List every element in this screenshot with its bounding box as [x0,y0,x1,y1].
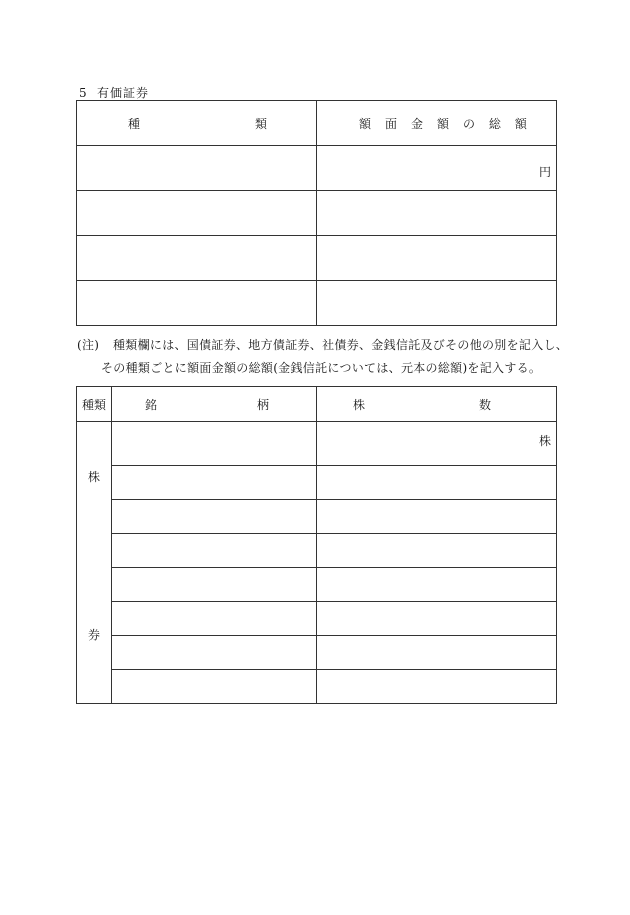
note-label: (注) [77,338,100,352]
count-cell[interactable] [317,422,557,466]
unit-yen: 円 [538,165,551,179]
brand-cell[interactable] [112,568,317,602]
header-char: 総 [488,116,501,131]
kind-cell[interactable] [77,146,317,191]
table-row [77,500,557,534]
header-kind [77,101,317,146]
unit-shares: 株 [538,434,551,448]
count-cell[interactable] [317,636,557,670]
count-cell[interactable] [317,602,557,636]
header-char: 種 [128,116,141,131]
header-count [317,387,557,422]
note-line-2 [101,359,541,376]
header-char: 類 [254,116,267,131]
kind-cell[interactable] [77,236,317,281]
count-cell[interactable] [317,500,557,534]
table-row [77,568,557,602]
section-number: 5 [79,86,88,100]
table-row [77,422,557,466]
kind-cell[interactable] [77,281,317,326]
note-text-1: 種類欄には、国債証券、地方債証券、社債券、金銭信託及びその他の別を記入し、 [113,338,569,352]
table-header-row [77,101,557,146]
brand-cell[interactable] [112,534,317,568]
section-heading [79,84,149,101]
kind-char-ken: 券 [87,628,100,642]
header-brand [112,387,317,422]
note-line-1 [77,336,568,353]
header-char: 額 [436,116,449,131]
header-type: 種類 [77,387,112,422]
table-row [77,636,557,670]
amount-cell[interactable] [317,191,557,236]
header-char: 額 [514,116,527,131]
note-text-2: その種類ごとに額面金額の総額(金銭信託については、元本の総額)を記入する。 [101,361,542,375]
brand-cell[interactable] [112,602,317,636]
header-char: 株 [353,397,366,412]
brand-cell[interactable] [112,466,317,500]
securities-table [76,100,557,326]
table-row [77,534,557,568]
amount-cell[interactable] [317,146,557,191]
count-cell[interactable] [317,534,557,568]
brand-cell[interactable] [112,636,317,670]
brand-cell[interactable] [112,670,317,704]
header-char: 面 [384,116,397,131]
section-title: 有価証券 [97,86,150,100]
amount-cell[interactable] [317,236,557,281]
header-char: の [462,116,475,131]
count-cell[interactable] [317,568,557,602]
table-header-row [77,387,557,422]
header-char: 金 [410,116,423,131]
stocks-table [76,386,557,704]
header-char: 銘 [145,397,158,412]
header-amount [317,101,557,146]
table-row [77,670,557,704]
kind-cell[interactable] [77,191,317,236]
table-row [77,466,557,500]
header-char: 額 [359,116,372,131]
count-cell[interactable] [317,670,557,704]
brand-cell[interactable] [112,422,317,466]
kind-column [77,422,112,704]
table-row [77,146,557,191]
table-row [77,191,557,236]
header-char: 柄 [256,397,269,412]
table-row [77,281,557,326]
amount-cell[interactable] [317,281,557,326]
header-char: 数 [478,397,491,412]
table-row [77,236,557,281]
table-row [77,602,557,636]
kind-char-kabu: 株 [87,470,100,484]
brand-cell[interactable] [112,500,317,534]
count-cell[interactable] [317,466,557,500]
